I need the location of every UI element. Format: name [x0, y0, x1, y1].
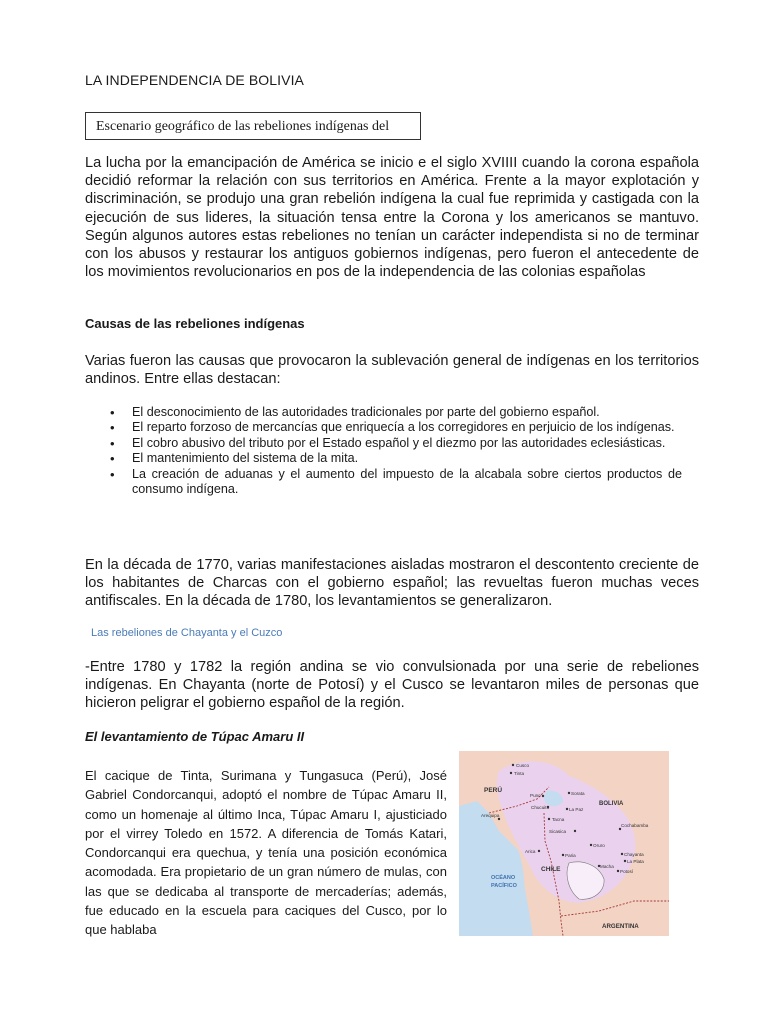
city-macha: Macha	[600, 864, 614, 869]
tupac-heading: El levantamiento de Túpac Amaru II	[85, 729, 305, 744]
city-marker	[619, 828, 621, 830]
causes-list	[110, 405, 682, 497]
city-marker	[590, 844, 592, 846]
list-item: • El reparto forzoso de mercancías que enriquecía a los corregidores en perjuicio de los indígenas.	[110, 420, 682, 435]
city-marker	[574, 830, 576, 832]
list-item: • El cobro abusivo del tributo por el Estado español y el diezmo por las autoridades eclesiásticas.	[110, 436, 682, 451]
city-marker	[498, 818, 500, 820]
document-title: LA INDEPENDENCIA DE BOLIVIA	[85, 72, 304, 88]
city-marker	[510, 772, 512, 774]
city-tinta: Tinta	[514, 771, 525, 776]
label-chile: CHILE	[541, 866, 561, 873]
city-chayanta: Chayanta	[624, 852, 644, 857]
city-marker	[568, 792, 570, 794]
city-marker	[566, 808, 568, 810]
city-sicasica: Sicasica	[549, 829, 567, 834]
city-marker	[624, 860, 626, 862]
rebellions-map	[459, 751, 669, 936]
city-marker	[562, 854, 564, 856]
city-marker	[548, 818, 550, 820]
city-arica: Arica	[525, 849, 536, 854]
label-bolivia: BOLIVIA	[599, 801, 624, 807]
list-item: • La creación de aduanas y el aumento del impuesto de la alcabala sobre ciertos productos de consumo indígena.	[110, 467, 682, 498]
city-sorata: Sorata	[571, 791, 585, 796]
label-ocean-1: OCÉANO	[491, 875, 516, 881]
rebellions-paragraph: -Entre 1780 y 1782 la región andina se vio convulsionada por una serie de rebeliones indígenas. En Chayanta (norte de Potosí) y el Cusco se levantaron miles de personas que hicieron peligrar el gobierno español de la región.	[85, 659, 699, 712]
city-marker	[617, 870, 619, 872]
city-arequipa: Arequipa	[481, 813, 500, 818]
causes-heading: Causas de las rebeliones indígenas	[85, 316, 305, 331]
city-marker	[538, 850, 540, 852]
city-tacna: Tacna	[552, 817, 565, 822]
decade-paragraph: En la década de 1770, varias manifestaciones aisladas mostraron el descontento creciente de los habitantes de Charcas con el gobierno español; las revueltas fueron muchas veces antifiscales. En la década de 1780, los levantamientos se generalizaron.	[85, 557, 699, 610]
label-argentina: ARGENTINA	[602, 923, 639, 930]
city-chucuito: Chucuito	[531, 805, 550, 810]
city-lapaz: La Paz	[569, 807, 584, 812]
intro-paragraph: La lucha por la emancipación de América se inicio e el siglo XVIIII cuando la corona española decidió reformar la relación con sus territorios en América. Frente a la mayor explotación y discriminación, se produjo una gran rebelión indígena la cual fue reprimida y castigada con la ejecución de sus lideres, la situación tensa entre la Corona y los americanos se mantuvo. Según algunos autores estas rebeliones no tenían un carácter independista si no de terminar con los abusos y restaurar los antiguos gobiernos indígenas, pero fueron el antecedente de los movimientos revolucionarios en pos de la independencia de las colonias españolas	[85, 155, 699, 281]
city-oruro: Oruro	[593, 843, 605, 848]
map-svg	[459, 751, 669, 936]
subtitle-box: Escenario geográfico de las rebeliones indígenas del	[85, 112, 421, 140]
city-potosi: Potosí	[620, 869, 634, 874]
list-item: • El desconocimiento de las autoridades tradicionales por parte del gobierno español.	[110, 405, 682, 420]
city-cochabamba: Cochabamba	[621, 823, 649, 828]
label-peru: PERÚ	[484, 787, 503, 794]
causes-intro-paragraph: Varias fueron las causas que provocaron la sublevación general de indígenas en los territorios andinos. Entre ellas destacan:	[85, 353, 699, 388]
city-marker	[512, 764, 514, 766]
tupac-paragraph: El cacique de Tinta, Surimana y Tungasuca (Perú), José Gabriel Condorcanqui, adoptó el nombre de Túpac Amaru II, como un homenaje al último Inca, Túpac Amaru I, ajusticiado por el virrey Toledo en 1572. A diferencia de Tomás Katari, Condorcanqui era quechua, y tenía una posición económica acomodada. Era propietario de un gran número de mulas, con las que se dedicaba al transporte de mercaderías; además, fue educado en la escuela para caciques del Cusco, por lo que hablaba	[85, 768, 447, 938]
city-laplata: La Plata	[627, 859, 644, 864]
label-ocean-2: PACÍFICO	[491, 883, 517, 889]
rebellions-heading: Las rebeliones de Chayanta y el Cuzco	[91, 627, 283, 639]
city-marker	[542, 795, 544, 797]
city-cusco: Cusco	[516, 763, 530, 768]
city-puno: Puno	[530, 793, 541, 798]
city-marker	[621, 853, 623, 855]
city-paria: Paria	[565, 853, 576, 858]
list-item: • El mantenimiento del sistema de la mita.	[110, 451, 682, 466]
